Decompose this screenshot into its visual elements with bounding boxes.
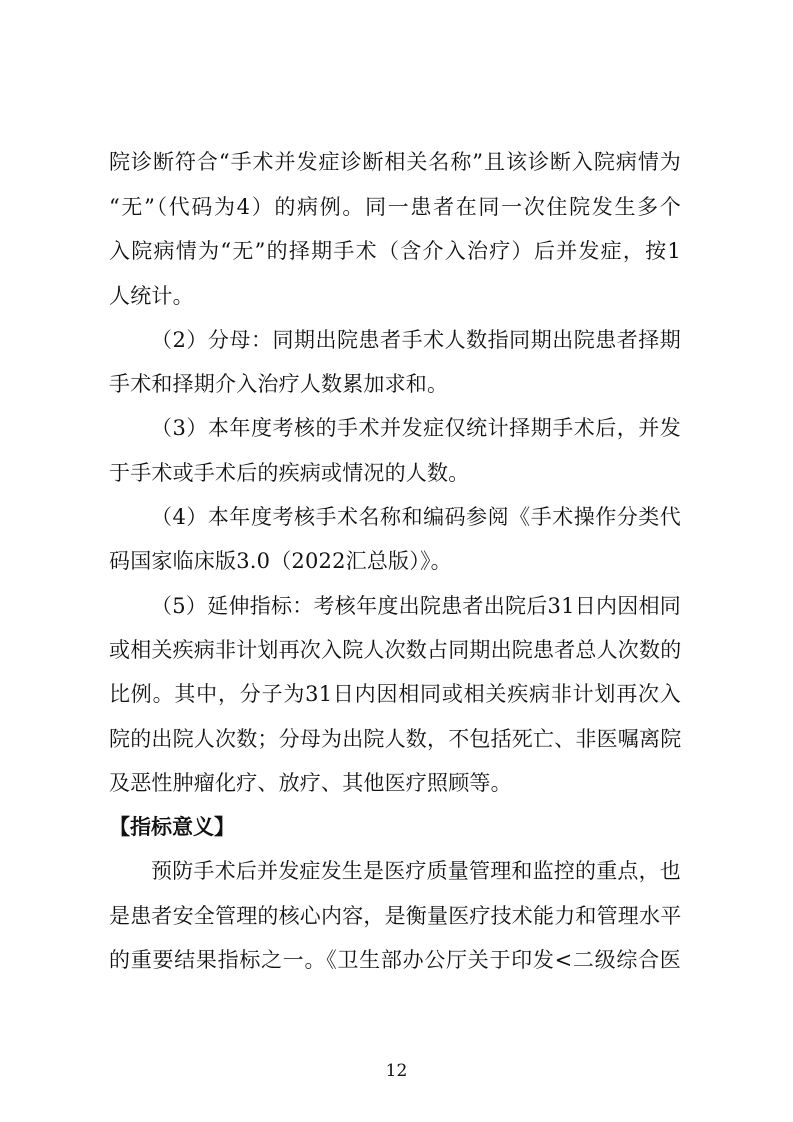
body-text-line: （4）本年度考核手术名称和编码参阅《手术操作分类代 — [151, 505, 681, 529]
body-text-line: 码国家临床版3.0（2022汇总版）》。 — [109, 549, 452, 573]
body-text-line: （5）延伸指标：考核年度出院患者出院后31日内因相同 — [151, 594, 681, 618]
body-text-line: 入院病情为“无”的择期手术（含介入治疗）后并发症，按1 — [109, 239, 681, 263]
section-heading: 【指标意义】 — [109, 814, 235, 839]
body-text-line: 是患者安全管理的核心内容，是衡量医疗技术能力和管理水平 — [109, 904, 682, 928]
body-text-line: “无”（代码为4）的病例。同一患者在同一次住院发生多个 — [109, 195, 681, 219]
body-text-line: 人统计。 — [109, 284, 194, 308]
body-text-line: （3）本年度考核的手术并发症仅统计择期手术后，并发 — [151, 416, 681, 440]
body-text-line: 院的出院人次数；分母为出院人数，不包括死亡、非医嘱离院 — [109, 727, 682, 751]
body-text-line: 的重要结果指标之一。《卫生部办公厅关于印发<二级综合医 — [109, 948, 681, 972]
body-text-line: 于手术或手术后的疾病或情况的人数。 — [109, 461, 470, 485]
page-number: 12 — [385, 1061, 408, 1081]
body-text-line: 院诊断符合“手术并发症诊断相关名称”且该诊断入院病情为 — [109, 150, 681, 174]
body-text-line: 比例。其中，分子为31日内因相同或相关疾病非计划再次入 — [109, 682, 681, 706]
body-text-line: 预防手术后并发症发生是医疗质量管理和监控的重点，也 — [151, 859, 681, 883]
body-text-line: 或相关疾病非计划再次入院人次数占同期出院患者总人次数的 — [109, 638, 682, 662]
body-text-line: （2）分母：同期出院患者手术人数指同期出院患者择期 — [151, 328, 681, 352]
body-text-line: 及恶性肿瘤化疗、放疗、其他医疗照顾等。 — [109, 771, 512, 795]
body-text-line: 手术和择期介入治疗人数累加求和。 — [109, 372, 449, 396]
